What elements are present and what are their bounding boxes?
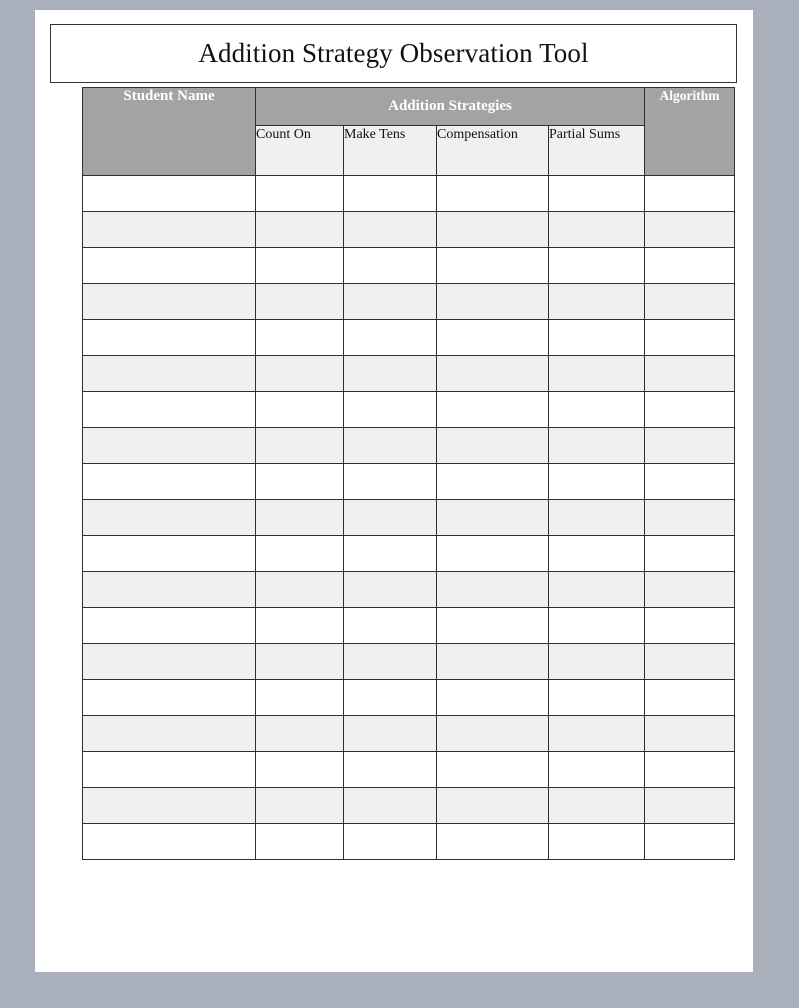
compensation-cell	[437, 464, 549, 500]
make-tens-cell	[344, 248, 437, 284]
partial-sums-cell	[549, 428, 645, 464]
count-on-cell	[256, 824, 344, 860]
table-row	[83, 788, 735, 824]
table-row	[83, 212, 735, 248]
student-name-cell	[83, 824, 256, 860]
strategy-header-make-tens: Make Tens	[344, 126, 437, 176]
strategy-header-partial-sums: Partial Sums	[549, 126, 645, 176]
count-on-cell	[256, 212, 344, 248]
count-on-cell	[256, 788, 344, 824]
worksheet-page	[35, 10, 753, 972]
make-tens-cell	[344, 824, 437, 860]
algorithm-cell	[645, 788, 735, 824]
student-name-header: Student Name	[83, 88, 256, 176]
compensation-cell	[437, 176, 549, 212]
student-name-cell	[83, 752, 256, 788]
compensation-cell	[437, 428, 549, 464]
table-row	[83, 536, 735, 572]
count-on-cell	[256, 644, 344, 680]
partial-sums-cell	[549, 212, 645, 248]
count-on-cell	[256, 248, 344, 284]
count-on-cell	[256, 464, 344, 500]
algorithm-header: Algorithm	[645, 88, 735, 176]
student-name-cell	[83, 212, 256, 248]
table-row	[83, 392, 735, 428]
count-on-cell	[256, 716, 344, 752]
make-tens-cell	[344, 716, 437, 752]
table-row	[83, 500, 735, 536]
table-row	[83, 284, 735, 320]
count-on-cell	[256, 680, 344, 716]
make-tens-cell	[344, 644, 437, 680]
student-name-cell	[83, 608, 256, 644]
student-name-cell	[83, 716, 256, 752]
observation-table	[82, 87, 735, 860]
algorithm-cell	[645, 716, 735, 752]
partial-sums-cell	[549, 248, 645, 284]
algorithm-cell	[645, 284, 735, 320]
student-name-cell	[83, 428, 256, 464]
student-name-cell	[83, 320, 256, 356]
table-row	[83, 356, 735, 392]
student-name-cell	[83, 176, 256, 212]
algorithm-cell	[645, 428, 735, 464]
algorithm-cell	[645, 824, 735, 860]
partial-sums-cell	[549, 572, 645, 608]
table-body	[83, 176, 735, 860]
make-tens-cell	[344, 392, 437, 428]
count-on-cell	[256, 752, 344, 788]
make-tens-cell	[344, 356, 437, 392]
algorithm-cell	[645, 212, 735, 248]
algorithm-cell	[645, 176, 735, 212]
student-name-cell	[83, 536, 256, 572]
make-tens-cell	[344, 284, 437, 320]
table-row	[83, 428, 735, 464]
student-name-cell	[83, 572, 256, 608]
compensation-cell	[437, 572, 549, 608]
algorithm-cell	[645, 752, 735, 788]
student-name-cell	[83, 644, 256, 680]
compensation-cell	[437, 788, 549, 824]
table-row	[83, 572, 735, 608]
algorithm-cell	[645, 680, 735, 716]
student-name-cell	[83, 248, 256, 284]
title-box	[50, 24, 737, 83]
table-row	[83, 680, 735, 716]
count-on-cell	[256, 356, 344, 392]
strategy-header-compensation: Compensation	[437, 126, 549, 176]
partial-sums-cell	[549, 752, 645, 788]
strategy-header-count-on: Count On	[256, 126, 344, 176]
table-row	[83, 644, 735, 680]
table-row	[83, 716, 735, 752]
algorithm-cell	[645, 356, 735, 392]
make-tens-cell	[344, 572, 437, 608]
count-on-cell	[256, 320, 344, 356]
partial-sums-cell	[549, 608, 645, 644]
student-name-cell	[83, 788, 256, 824]
make-tens-cell	[344, 680, 437, 716]
make-tens-cell	[344, 788, 437, 824]
table-row	[83, 608, 735, 644]
algorithm-cell	[645, 320, 735, 356]
make-tens-cell	[344, 464, 437, 500]
partial-sums-cell	[549, 356, 645, 392]
table-row	[83, 752, 735, 788]
student-name-cell	[83, 500, 256, 536]
table-row	[83, 824, 735, 860]
count-on-cell	[256, 536, 344, 572]
compensation-cell	[437, 716, 549, 752]
compensation-cell	[437, 356, 549, 392]
algorithm-cell	[645, 608, 735, 644]
compensation-cell	[437, 212, 549, 248]
count-on-cell	[256, 428, 344, 464]
compensation-cell	[437, 536, 549, 572]
student-name-cell	[83, 356, 256, 392]
algorithm-cell	[645, 500, 735, 536]
compensation-cell	[437, 608, 549, 644]
partial-sums-cell	[549, 500, 645, 536]
compensation-cell	[437, 248, 549, 284]
partial-sums-cell	[549, 176, 645, 212]
partial-sums-cell	[549, 680, 645, 716]
partial-sums-cell	[549, 536, 645, 572]
compensation-cell	[437, 824, 549, 860]
count-on-cell	[256, 176, 344, 212]
partial-sums-cell	[549, 392, 645, 428]
make-tens-cell	[344, 176, 437, 212]
page-title: Addition Strategy Observation Tool	[198, 38, 589, 68]
compensation-cell	[437, 752, 549, 788]
make-tens-cell	[344, 320, 437, 356]
student-name-cell	[83, 284, 256, 320]
compensation-cell	[437, 320, 549, 356]
make-tens-cell	[344, 608, 437, 644]
count-on-cell	[256, 500, 344, 536]
compensation-cell	[437, 644, 549, 680]
make-tens-cell	[344, 536, 437, 572]
partial-sums-cell	[549, 320, 645, 356]
student-name-cell	[83, 464, 256, 500]
partial-sums-cell	[549, 284, 645, 320]
algorithm-cell	[645, 644, 735, 680]
compensation-cell	[437, 284, 549, 320]
student-name-cell	[83, 680, 256, 716]
count-on-cell	[256, 392, 344, 428]
student-name-cell	[83, 392, 256, 428]
count-on-cell	[256, 608, 344, 644]
make-tens-cell	[344, 212, 437, 248]
make-tens-cell	[344, 428, 437, 464]
partial-sums-cell	[549, 644, 645, 680]
table-row	[83, 176, 735, 212]
partial-sums-cell	[549, 464, 645, 500]
table-row	[83, 320, 735, 356]
count-on-cell	[256, 284, 344, 320]
algorithm-cell	[645, 464, 735, 500]
table-row	[83, 248, 735, 284]
algorithm-cell	[645, 572, 735, 608]
algorithm-cell	[645, 248, 735, 284]
partial-sums-cell	[549, 716, 645, 752]
table-row	[83, 464, 735, 500]
addition-strategies-header: Addition Strategies	[256, 88, 645, 126]
algorithm-cell	[645, 392, 735, 428]
algorithm-cell	[645, 536, 735, 572]
compensation-cell	[437, 500, 549, 536]
partial-sums-cell	[549, 788, 645, 824]
compensation-cell	[437, 392, 549, 428]
make-tens-cell	[344, 500, 437, 536]
make-tens-cell	[344, 752, 437, 788]
count-on-cell	[256, 572, 344, 608]
compensation-cell	[437, 680, 549, 716]
partial-sums-cell	[549, 824, 645, 860]
